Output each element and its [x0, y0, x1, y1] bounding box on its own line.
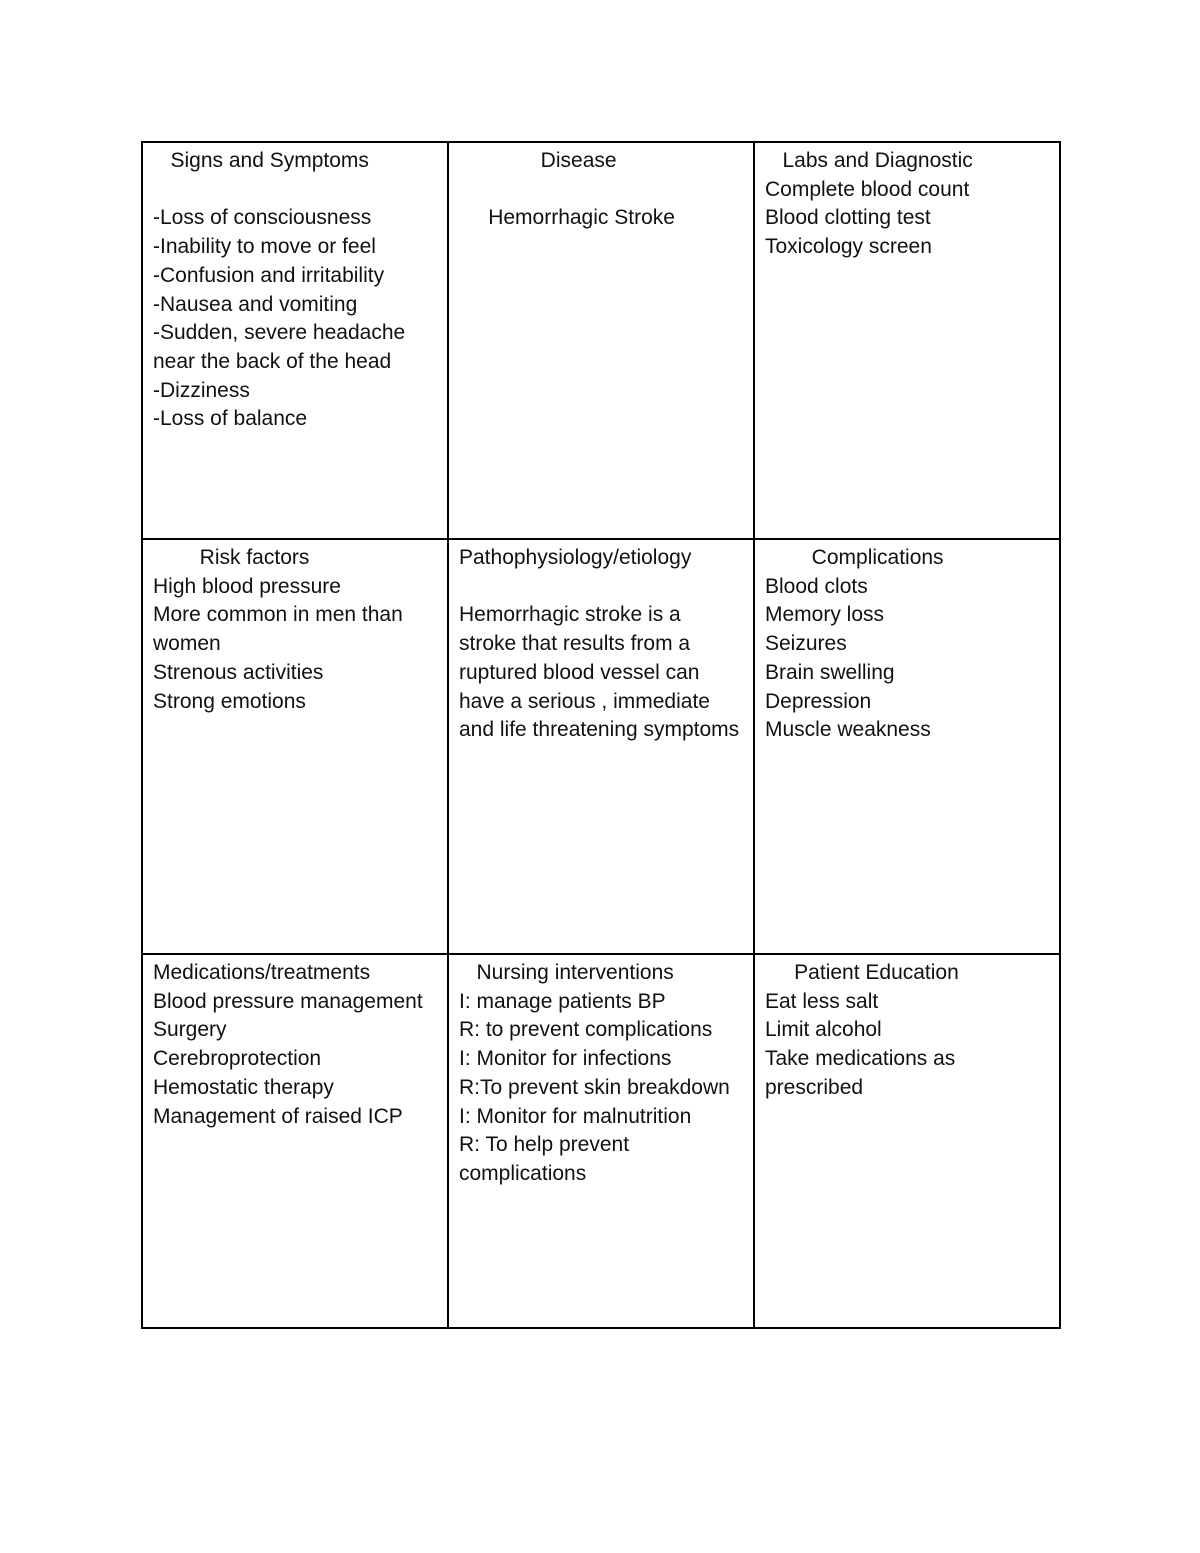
cell-title: Complications [765, 546, 944, 569]
cell-medications-treatments [142, 954, 448, 1328]
cell-title: Labs and Diagnostic [765, 149, 973, 172]
cell-pathophysiology [448, 539, 754, 954]
cell-body: Eat less salt Limit alcohol Take medications as prescribed [765, 989, 956, 1099]
cell-body: I: manage patients BP R: to prevent complications I: Monitor for infections R:To prevent skin breakdown I: Monitor for malnutrition R: To help prevent complications [459, 989, 730, 1185]
cell-title: Disease [459, 149, 617, 172]
cell-body: Hemorrhagic Stroke [488, 206, 675, 230]
cell-title: Medications/treatments [153, 961, 371, 984]
cell-title: Pathophysiology/etiology [459, 546, 692, 569]
cell-signs-and-symptoms [142, 142, 448, 539]
cell-body: -Loss of consciousness -Inability to move or feel -Confusion and irritability -Nausea and vomiting -Sudden, severe headache near the back of the head -Dizziness -Loss of balance [153, 206, 406, 431]
cell-complications [754, 539, 1060, 954]
cell-body: High blood pressure More common in men than women Strenous activities Strong emotions [153, 574, 403, 713]
table-row [142, 954, 1060, 1328]
cell-title: Patient Education [765, 961, 959, 984]
concept-map-table [141, 141, 1061, 1329]
cell-body: Blood pressure management Surgery Cerebroprotection Hemostatic therapy Management of raised ICP [153, 989, 423, 1128]
cell-risk-factors [142, 539, 448, 954]
cell-labs-and-diagnostic [754, 142, 1060, 539]
table-row [142, 539, 1060, 954]
cell-title: Risk factors [153, 546, 310, 569]
cell-body: Complete blood count Blood clotting test Toxicology screen [765, 177, 970, 259]
cell-nursing-interventions [448, 954, 754, 1328]
cell-title: Nursing interventions [459, 961, 674, 984]
cell-body: Hemorrhagic stroke is a stroke that results from a ruptured blood vessel can have a serious , immediate and life threatening symptoms [459, 603, 740, 742]
cell-title: Signs and Symptoms [153, 149, 369, 172]
cell-body: Blood clots Memory loss Seizures Brain swelling Depression Muscle weakness [765, 574, 931, 742]
table-row [142, 142, 1060, 539]
cell-disease [448, 142, 754, 539]
cell-patient-education [754, 954, 1060, 1328]
